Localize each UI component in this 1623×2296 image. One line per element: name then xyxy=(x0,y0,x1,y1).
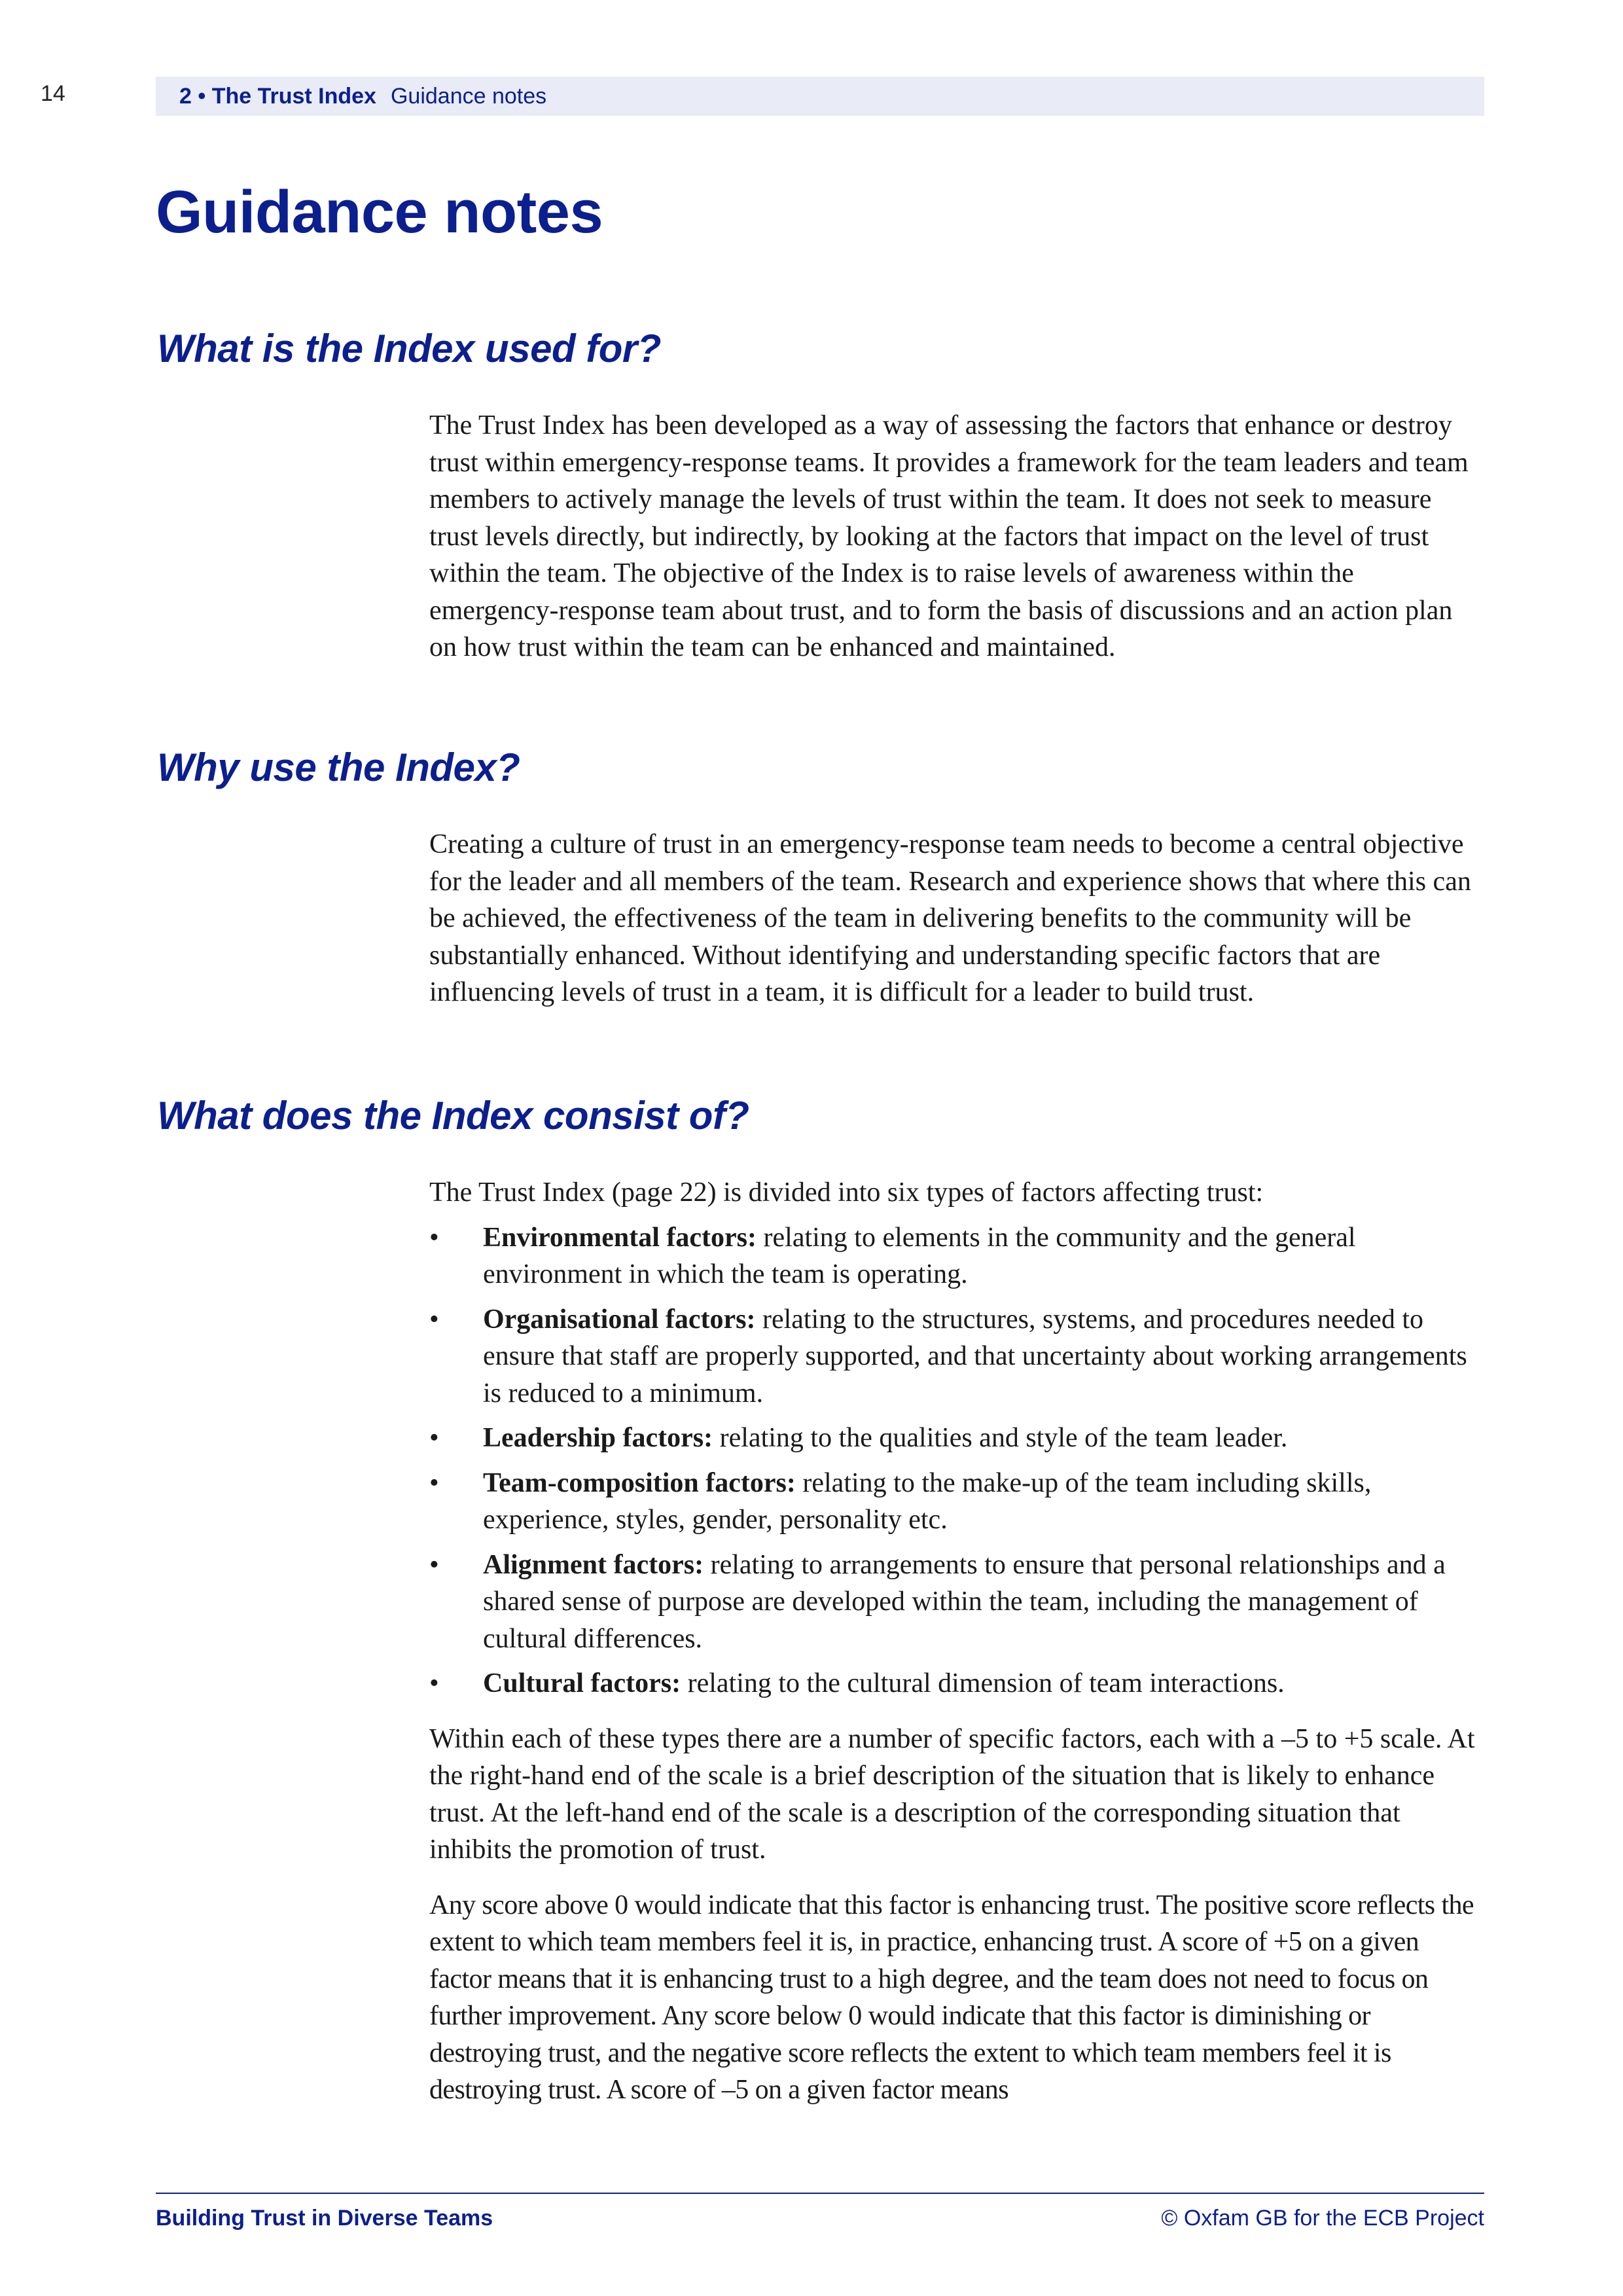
page-title: Guidance notes xyxy=(156,179,603,245)
factor-list xyxy=(429,1219,1484,1702)
footer-divider xyxy=(156,2193,1484,2194)
factor-term: Team-composition factors: xyxy=(483,1467,796,1498)
section-body-why-use xyxy=(429,826,1484,1011)
factor-description: relating to the qualities and style of the team leader. xyxy=(713,1423,1288,1453)
page-number: 14 xyxy=(41,81,65,106)
list-item xyxy=(429,1547,1484,1658)
factor-term: Cultural factors: xyxy=(483,1668,681,1698)
bullet-icon: • xyxy=(429,1423,439,1453)
bullet-icon: • xyxy=(429,1668,439,1698)
paragraph: The Trust Index has been developed as a way of assessing the factors that enhance or destroy trust within emergency-response teams. It provides a framework for the team leaders and team members to actively manage the levels of trust within the team. It does not seek to measure trust levels directly, but indirectly, by looking at the factors that impact on the level of trust within the team. The objective of the Index is to raise levels of awareness within the emergency-response team about trust, and to form the basis of discussions and an action plan on how trust within the team can be enhanced and maintained. xyxy=(429,410,1469,662)
paragraph: Creating a culture of trust in an emergency-response team needs to become a central objective for the leader and all members of the team. Research and experience shows that where this can be achieved, the effectiveness of the team in delivering benefits to the community will be substantially enhanced. Without identifying and understanding specific factors that are influencing levels of trust in a team, it is difficult for a leader to build trust. xyxy=(429,829,1471,1007)
paragraph: Within each of these types there are a number of specific factors, each with a –5 to +5 scale. At the right-hand end of the scale is a brief description of the situation that is likely to enhance trust. At the left-hand end of the scale is a description of the corresponding situation that inhibits the promotion of trust. xyxy=(429,1723,1475,1865)
section-body-consist-of xyxy=(429,1174,1484,2109)
factor-description: relating to arrangements to ensure that personal relationships and a shared sense of purpose are developed within the team, including the management of cultural differences. xyxy=(483,1549,1446,1654)
intro-paragraph: The Trust Index (page 22) is divided into six types of factors affecting trust: xyxy=(429,1177,1264,1208)
bullet-icon: • xyxy=(429,1467,439,1498)
factor-description: relating to the structures, systems, and procedures needed to ensure that staff are properly supported, and that uncertainty about working arrangements is reduced to a minimum. xyxy=(483,1304,1467,1408)
list-item xyxy=(429,1420,1484,1457)
section-heading-index-use: What is the Index used for? xyxy=(157,327,661,370)
factor-term: Leadership factors: xyxy=(483,1423,713,1453)
footer-publication-title: Building Trust in Diverse Teams xyxy=(156,2206,493,2231)
factor-description: relating to elements in the community and the general environment in which the team is operating. xyxy=(483,1222,1356,1289)
running-header xyxy=(156,77,1484,116)
section-body-index-use xyxy=(429,407,1484,666)
header-chapter: 2 • The Trust Index xyxy=(179,83,376,109)
list-item xyxy=(429,1219,1484,1293)
header-section: Guidance notes xyxy=(390,83,547,109)
section-heading-why-use: Why use the Index? xyxy=(157,745,520,789)
section-heading-consist-of: What does the Index consist of? xyxy=(157,1094,749,1138)
bullet-icon: • xyxy=(429,1222,439,1253)
factor-description: relating to the make-up of the team including skills, experience, styles, gender, personality etc. xyxy=(483,1467,1372,1535)
paragraph: Any score above 0 would indicate that this factor is enhancing trust. The positive score reflects the extent to which team members feel it is, in practice, enhancing trust. A score of +5 on a given factor means that it is enhancing trust to a high degree, and the team does not need to focus on further improvement. Any score below 0 would indicate that this factor is diminishing or destroying trust, and the negative score reflects the extent to which team members feel it is destroying trust. A score of –5 on a given factor means xyxy=(429,1890,1474,2105)
footer-copyright: © Oxfam GB for the ECB Project xyxy=(1161,2206,1484,2231)
factor-term: Environmental factors: xyxy=(483,1222,757,1253)
factor-description: relating to the cultural dimension of team interactions. xyxy=(681,1668,1285,1698)
list-item xyxy=(429,1665,1484,1702)
bullet-icon: • xyxy=(429,1549,439,1580)
factor-term: Organisational factors: xyxy=(483,1304,756,1335)
bullet-icon: • xyxy=(429,1304,439,1335)
factor-term: Alignment factors: xyxy=(483,1549,704,1580)
list-item xyxy=(429,1465,1484,1539)
list-item xyxy=(429,1301,1484,1412)
